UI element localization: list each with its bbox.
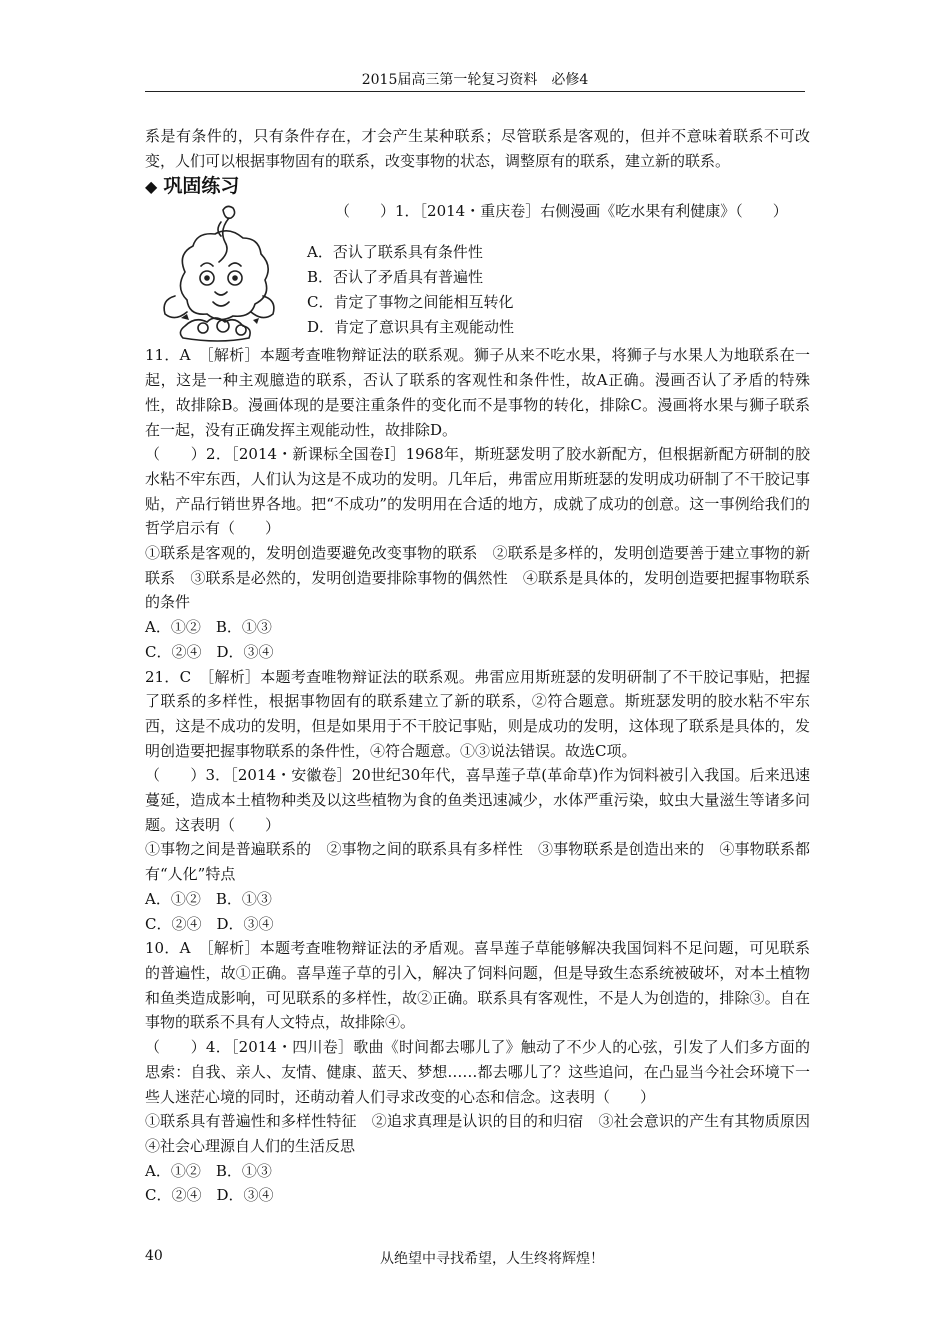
section-heading-text: 巩固练习: [163, 175, 240, 198]
option-d: D．肯定了意识具有主观能动性: [307, 317, 515, 336]
question-4-options-ab: A．①② B．①③: [145, 1161, 272, 1180]
running-header: 2015届高三第一轮复习资料 必修4: [361, 72, 589, 88]
question-3-options-cd: C．②④ D．③④: [145, 914, 274, 933]
question-4-stem: （ ）4．［2014・四川卷］歌曲《时间都去哪儿了》触动了不少人的心弦，引发了人们多方面的思索：自我、亲人、友情、健康、蓝天、梦想……都去哪儿了？这些追问，在凸显当今社会环境下一些人迷茫心境的同时，还萌动着人们寻求改变的心态和信念。这表明（ ）: [145, 1038, 810, 1106]
option-a: A．否认了联系具有条件性: [307, 243, 483, 262]
question-3-answer: 10．A ［解析］本题考查唯物辩证法的矛盾观。喜旱莲子草能够解决我国饲料不足问题，可见联系的普遍性，故①正确。喜旱莲子草的引入，解决了饲料问题，但是导致生态系统被破坏，对本土植物和鱼类造成影响，可见联系的多样性，故②正确。联系具有客观性，不是人为创造的，排除③。自在事物的联系不具有人文特点，故排除④。: [145, 939, 810, 1032]
question-2-stem: （ ）2．［2014・新课标全国卷Ⅰ］1968年，斯班瑟发明了胶水新配方，但根据新配方研制的胶水粘不牢东西，人们认为这是不成功的发明。几年后，弗雷应用斯班瑟的发明成功研制了不干胶记事贴，产品行销世界各地。把“不成功”的发明用在合适的地方，成就了成功的创意。这一事例给我们的哲学启示有（ ）: [145, 445, 810, 538]
question-1-stem: （ ）1．［2014・重庆卷］右侧漫画《吃水果有利健康》（ ）: [335, 202, 788, 221]
footer-motto: 从绝望中寻找希望，人生终将辉煌！: [380, 1251, 604, 1267]
page-content: [145, 124, 826, 1208]
question-4-options-cd: C．②④ D．③④: [145, 1186, 274, 1205]
option-b: B．否认了矛盾具有普遍性: [307, 268, 484, 287]
question-2-answer: 21．C ［解析］本题考查唯物辩证法的联系观。弗雷应用斯班瑟的发明研制了不干胶记事贴，把握了联系的多样性，根据事物固有的联系建立了新的联系，②符合题意。斯班瑟发明的胶水粘不牢东西，这是不成功的发明，但是如果用于不干胶记事贴，则是成功的发明，这体现了联系是具体的，发明创造要把握事物联系的条件性，④符合题意。①③说法错误。故选C项。: [145, 667, 810, 760]
lion-cartoon-icon: [145, 200, 295, 343]
question-4-items: ①联系具有普遍性和多样性特征 ②追求真理是认识的目的和归宿 ③社会意识的产生有其物质原因 ④社会心理源自人们的生活反思: [145, 1112, 826, 1155]
question-3-stem: （ ）3．［2014・安徽卷］20世纪30年代，喜旱莲子草(革命草)作为饲料被引入我国。后来迅速蔓延，造成本土植物种类及以这些植物为食的鱼类迅速减少，水体严重污染，蚊虫大量滋生等诸多问题。这表明（ ）: [145, 766, 810, 834]
question-2-options-ab: A．①② B．①③: [145, 618, 272, 637]
page-number: 40: [145, 1248, 163, 1264]
header-rule: [145, 91, 805, 92]
question-1: [145, 200, 810, 343]
question-3-options-ab: A．①② B．①③: [145, 889, 272, 908]
question-1-answer: 11．A ［解析］本题考查唯物辩证法的联系观。狮子从来不吃水果，将狮子与水果人为地联系在一起，这是一种主观臆造的联系，否认了联系的客观性和条件性，故A正确。漫画否认了矛盾的特殊性，故排除B。漫画体现的是要注重条件的变化而不是事物的转化，排除C。漫画将水果与狮子联系在一起，没有正确发挥主观能动性，故排除D。: [145, 346, 810, 439]
section-heading: [145, 173, 810, 200]
question-1-text: [295, 200, 810, 343]
diamond-bullet-icon: ◆: [145, 177, 158, 197]
question-2-items: ①联系是客观的，发明创造要避免改变事物的联系 ②联系是多样的，发明创造要善于建立事物的新联系 ③联系是必然的，发明创造要排除事物的偶然性 ④联系是具体的，发明创造要把握事物联系的条件: [145, 544, 810, 612]
intro-paragraph: 系是有条件的，只有条件存在，才会产生某种联系；尽管联系是客观的，但并不意味着联系不可改变，人们可以根据事物固有的联系，改变事物的状态，调整原有的联系，建立新的联系。: [145, 127, 810, 170]
question-2-options-cd: C．②④ D．③④: [145, 642, 274, 661]
question-3-items: ①事物之间是普遍联系的 ②事物之间的联系具有多样性 ③事物联系是创造出来的 ④事物联系都有“人化”特点: [145, 840, 810, 884]
option-c: C．肯定了事物之间能相互转化: [307, 292, 514, 311]
lion-fruit-cartoon: [145, 200, 295, 343]
